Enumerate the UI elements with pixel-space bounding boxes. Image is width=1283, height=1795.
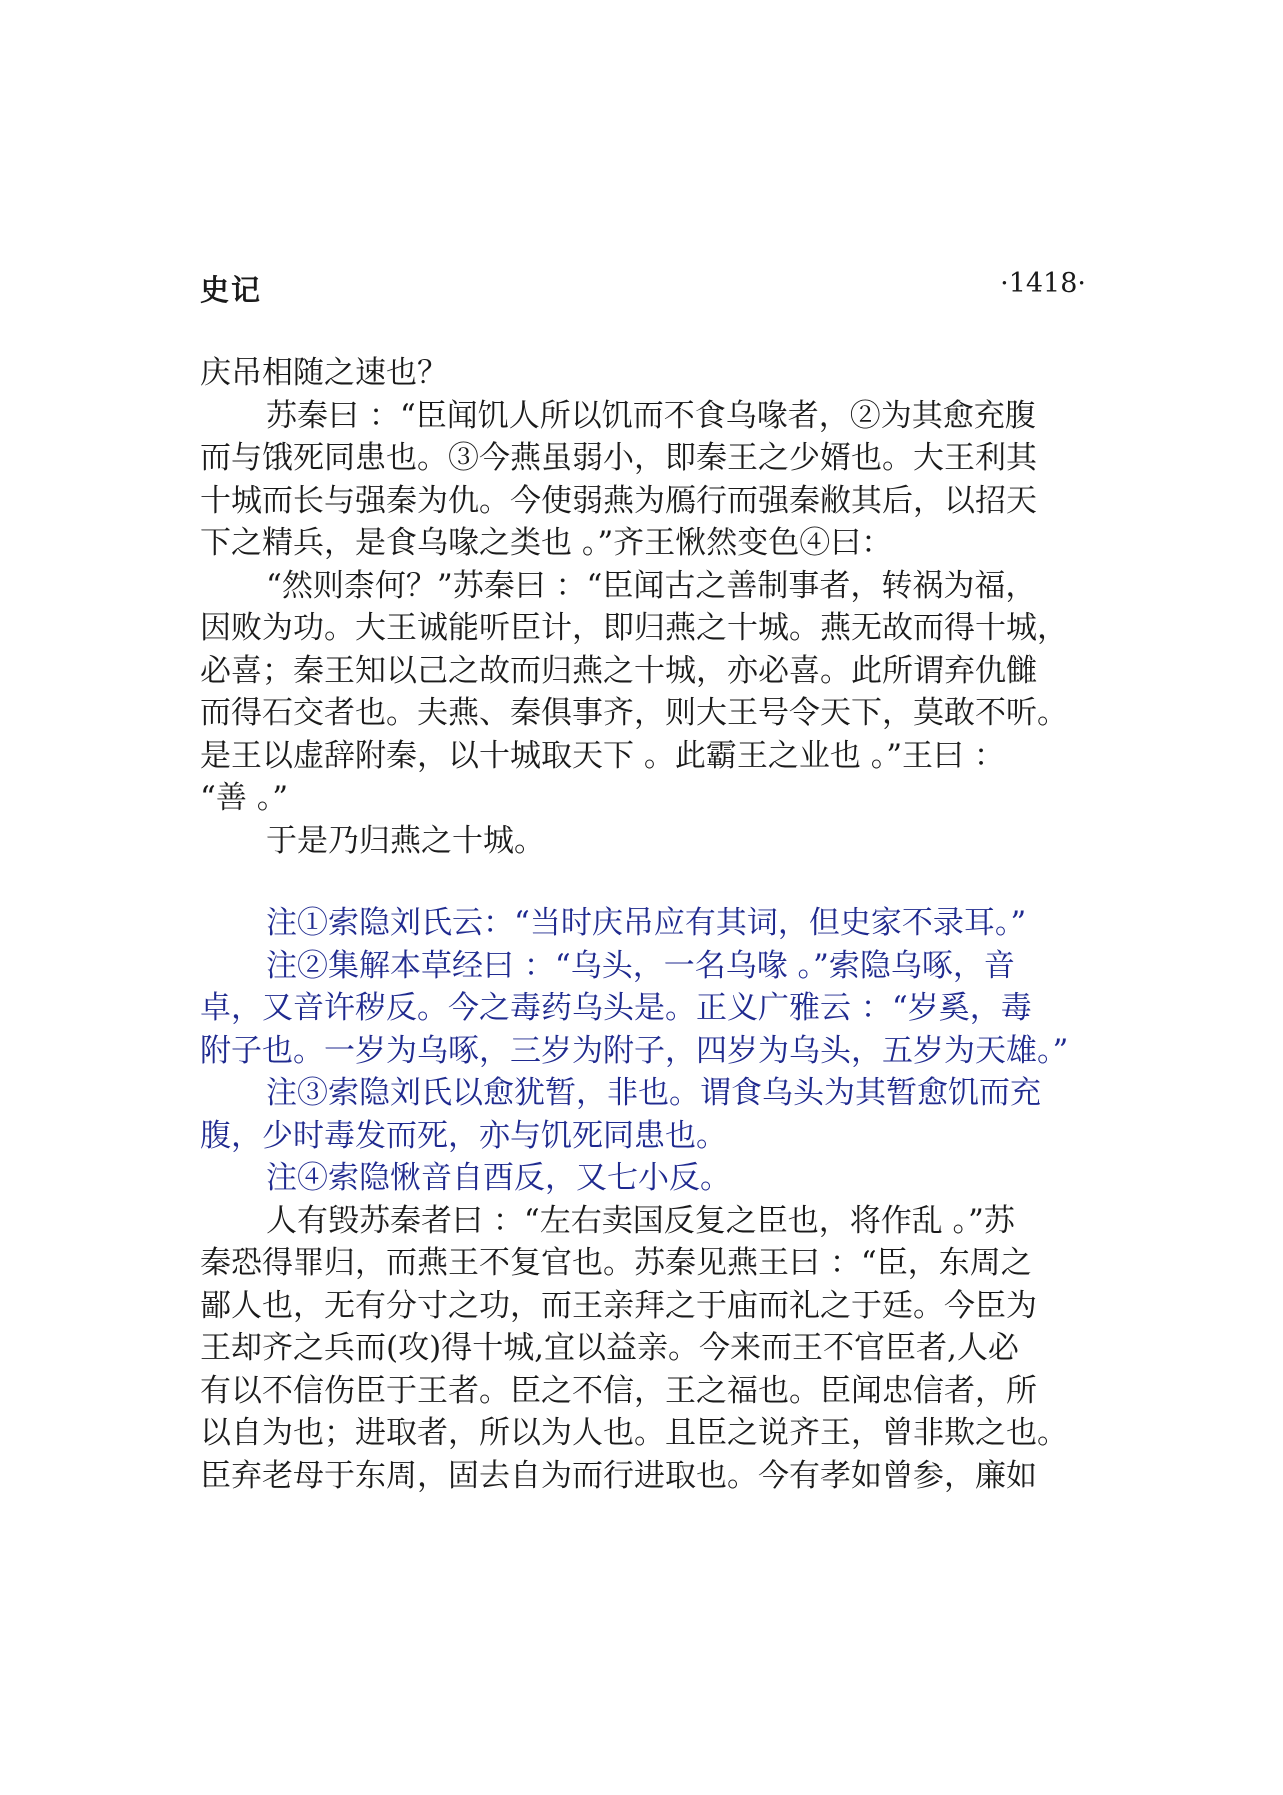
text-line: 下之精兵，是食乌喙之类也 。”齐王愀然变色④曰： xyxy=(200,525,893,561)
text-line: 人有毁苏秦者曰 ：“左右卖国反复之臣也，将作乱 。”苏 xyxy=(266,1202,1015,1239)
text-line: “善 。” xyxy=(200,780,289,816)
text-line: 臣弃老母于东周，固去自为而行进取也。今有孝如曾参，廉如 xyxy=(200,1457,1037,1494)
text-line: 鄙人也，无有分寸之功，而王亲拜之于庙而礼之于廷。今臣为 xyxy=(200,1287,1037,1324)
text-line: 庆吊相随之速也？ xyxy=(200,355,448,391)
main-text xyxy=(200,352,1086,1497)
text-line: 于是乃归燕之十城。 xyxy=(266,822,545,859)
annotation-line: 注①索隐刘氏云：“当时庆吊应有其词，但史家不录耳。” xyxy=(266,905,1027,941)
annotation-line: 注②集解本草经曰 ：“乌头，一名乌喙 。”索隐乌啄，音 xyxy=(266,947,1015,984)
text-line: 有以不信伤臣于王者。臣之不信，王之福也。臣闻忠信者，所 xyxy=(200,1372,1037,1409)
text-line: “然则柰何？”苏秦曰 ：“臣闻古之善制事者，转祸为福， xyxy=(266,567,1037,604)
annotation-line: 腹，少时毒发而死，亦与饥死同患也。 xyxy=(200,1117,727,1154)
annotation-line: 卓，又音许秽反。今之毒药乌头是。正义广雅云 ：“岁奚，毒 xyxy=(200,990,1032,1026)
text-line: 必喜；秦王知以己之故而归燕之十城，亦必喜。此所谓弃仇雠 xyxy=(200,652,1037,689)
section-gap xyxy=(200,862,1086,902)
text-line: 王却齐之兵而(攻)得十城,宜以益亲。今来而王不官臣者,人必 xyxy=(200,1330,1019,1366)
annotation-line: 附子也。一岁为乌啄，三岁为附子，四岁为乌头，五岁为天雄。” xyxy=(200,1032,1069,1069)
annotation-line: 注④索隐愀音自酉反，又七小反。 xyxy=(266,1160,731,1196)
text-line: 是王以虚辞附秦，以十城取天下 。此霸王之业也 。”王曰 ： xyxy=(200,737,1005,774)
text-line: 以自为也；进取者，所以为人也。且臣之说齐王，曾非欺之也。 xyxy=(200,1415,1068,1451)
text-line: 苏秦曰 ：“臣闻饥人所以饥而不食乌喙者，②为其愈充腹 xyxy=(266,397,1036,434)
text-line: 而得石交者也。夫燕、秦俱事齐，则大王号令天下，莫敢不听。 xyxy=(200,695,1068,731)
page-number: ·1418· xyxy=(1000,268,1086,299)
page-header xyxy=(200,268,1086,308)
annotation-line: 注③索隐刘氏以愈犹暂，非也。谓食乌头为其暂愈饥而充 xyxy=(266,1075,1041,1111)
text-line: 而与饿死同患也。③今燕虽弱小，即秦王之少婿也。大王利其 xyxy=(200,440,1037,476)
text-line: 十城而长与强秦为仇。今使弱燕为鴈行而强秦敝其后，以招天 xyxy=(200,482,1037,519)
text-line: 秦恐得罪归，而燕王不复官也。苏秦见燕王曰 ：“臣，东周之 xyxy=(200,1245,1032,1281)
text-line: 因败为功。大王诚能听臣计，即归燕之十城。燕无故而得十城， xyxy=(200,610,1068,646)
book-title: 史记 xyxy=(200,273,263,307)
